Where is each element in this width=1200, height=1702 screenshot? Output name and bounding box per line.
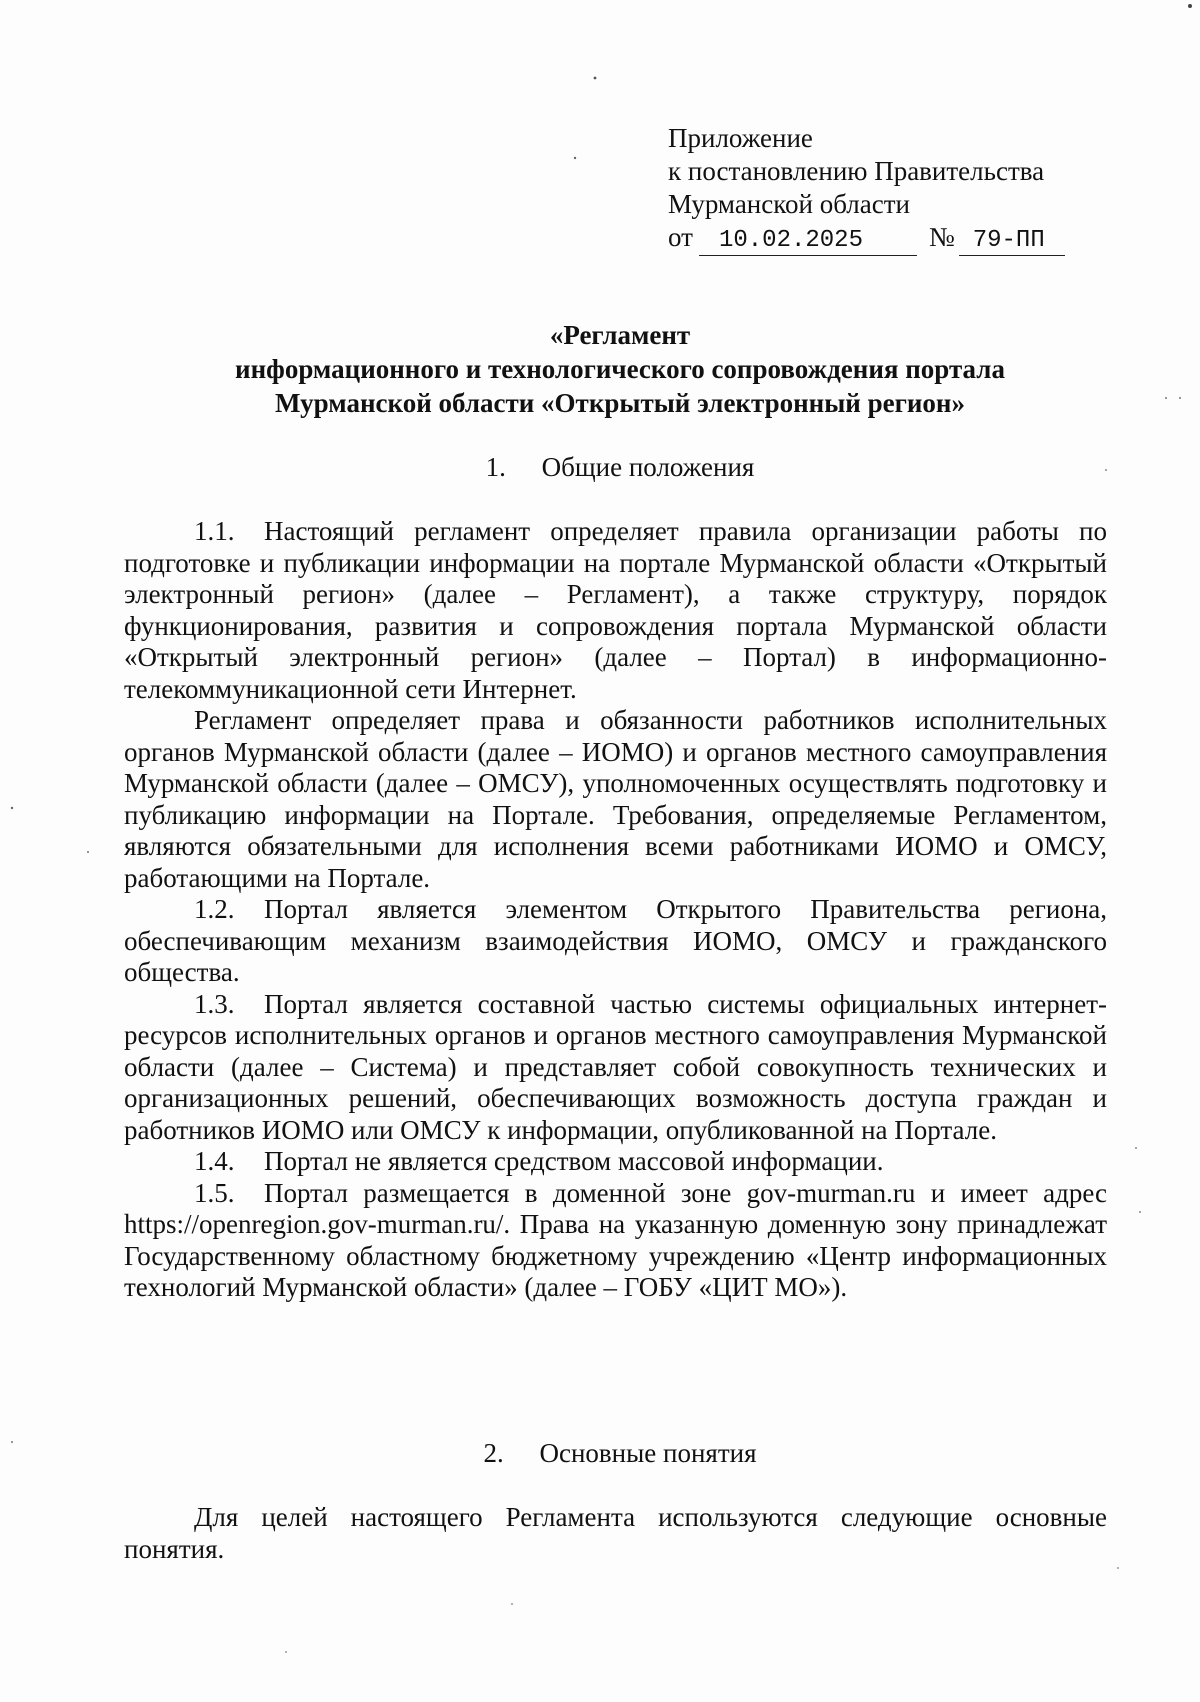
title-line-2: информационного и технологического сопровождения портала: [235, 354, 1005, 384]
paragraph-number: 1.1.: [194, 516, 235, 546]
paragraph-1-1: [124, 516, 1107, 705]
number-label: №: [928, 222, 955, 252]
from-label: от: [668, 222, 693, 252]
paragraph-number: 1.2.: [194, 894, 235, 924]
paragraph-1-3: [124, 989, 1107, 1147]
section-2-heading: [120, 1436, 1120, 1470]
section-2-body: [124, 1502, 1107, 1565]
paragraph-number: 1.5.: [194, 1177, 235, 1208]
appendix-line-3: Мурманской области: [668, 189, 910, 219]
section-2-intro: Для целей настоящего Регламента используются следующие основные понятия.: [124, 1502, 1107, 1564]
appendix-date-line: [668, 221, 1108, 256]
section-2-number: 2.: [483, 1438, 504, 1468]
title-line-1: «Регламент: [549, 320, 691, 350]
paragraph-text: Портал размещается в доменной зоне gov-murman.ru и имеет адрес https://openregion.gov-murman.ru/. Права на указанную доменную зону принадлежат Государственному областному бюджетному учреждению «Центр информационных технологий Мурманской области» (далее – ГОБУ «ЦИТ МО»).: [124, 1177, 1107, 1302]
document-title: [120, 318, 1120, 420]
paragraph-1-2: [124, 894, 1107, 989]
section-1-number: 1.: [485, 452, 506, 482]
paragraph-1-1-cont: [124, 705, 1107, 894]
paragraph-text: Регламент определяет права и обязанности работников исполнительных органов Мурманской области (далее – ИОМО) и органов местного самоуправления Мурманской области (далее – ОМСУ), уполномоченных осуществлять подготовку и публикацию информации на Портале. Требования, определяемые Регламентом, являются обязательными для исполнения всеми работниками ИОМО и ОМСУ, работающими на Портале.: [124, 705, 1107, 893]
resolution-date: 10.02.2025: [699, 227, 917, 256]
title-line-3: Мурманской области «Открытый электронный регион»: [275, 388, 965, 418]
paragraph-1-5: [124, 1178, 1107, 1304]
section-1-title: Общие положения: [541, 452, 755, 482]
paragraph-text: Портал является элементом Открытого Правительства региона, обеспечивающим механизм взаимодействия ИОМО, ОМСУ и гражданского общества.: [124, 894, 1107, 987]
appendix-line-1: Приложение: [668, 123, 813, 153]
resolution-number: 79-ПП: [959, 227, 1065, 256]
appendix-header: [668, 122, 1108, 256]
section-1-body: [124, 516, 1107, 1304]
paragraph-text: Портал не является средством массовой информации.: [264, 1146, 884, 1176]
section-2-title: Основные понятия: [539, 1438, 757, 1468]
section-1-heading: [120, 450, 1120, 484]
appendix-line-2: к постановлению Правительства: [668, 156, 1045, 186]
paragraph-number: 1.4.: [194, 1146, 235, 1176]
paragraph-text: Настоящий регламент определяет правила организации работы по подготовке и публикации информации на портале Мурманской области «Открытый электронный регион» (далее – Регламент), а также структуру, порядок функционирования, развития и сопровождения портала Мурманской области «Открытый электронный регион» (далее – Портал) в информационно-телекоммуникационной сети Интернет.: [124, 516, 1107, 704]
paragraph-1-4: [124, 1146, 1107, 1178]
paragraph-number: 1.3.: [194, 988, 235, 1019]
paragraph-text: Портал является составной частью системы официальных интернет-ресурсов исполнительных органов и органов местного самоуправления Мурманской области (далее – Система) и представляет собой совокупность технических и организационных решений, обеспечивающих возможность доступа граждан и работников ИОМО или ОМСУ к информации, опубликованной на Портале.: [124, 988, 1107, 1145]
